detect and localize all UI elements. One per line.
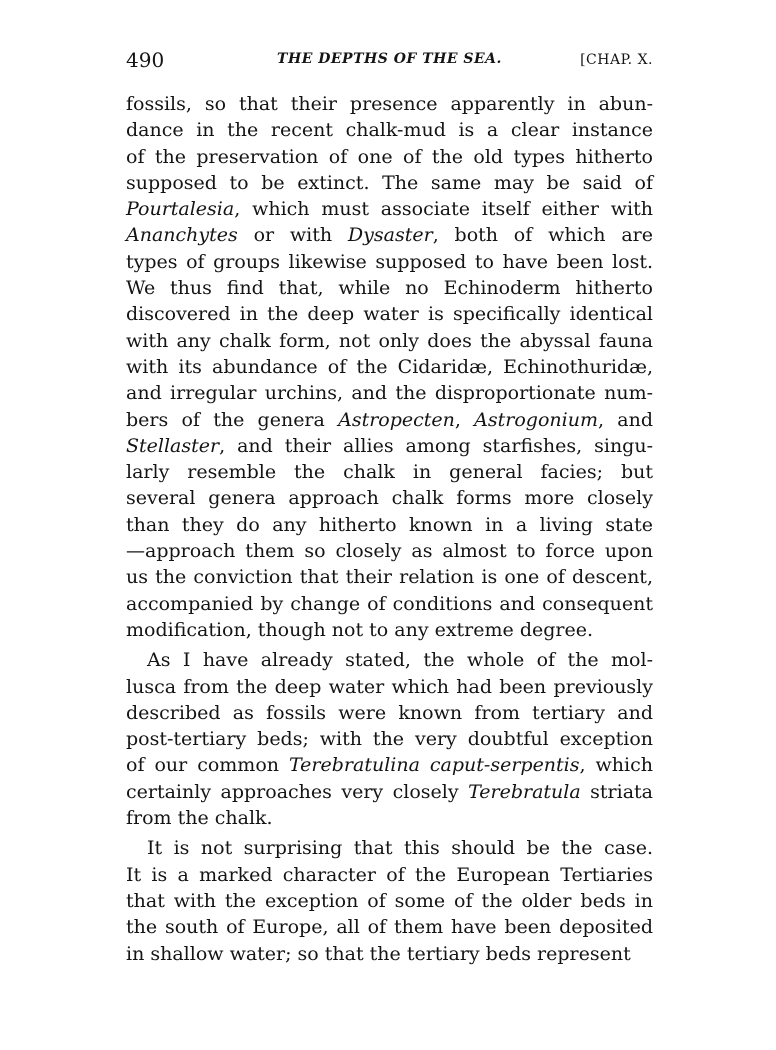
text-line: Stellaster, and their allies among starfishes, singu-: [126, 434, 653, 457]
taxon-name: Astrogonium: [474, 408, 598, 431]
text-line: than they do any hitherto known in a living state: [126, 513, 653, 536]
paragraph: [126, 91, 653, 643]
text-line: lusca from the deep water which had been previously: [126, 675, 653, 698]
taxon-name: Terebratula: [468, 780, 581, 803]
taxon-name: Terebratulina caput-serpentis: [288, 754, 580, 777]
text-line: certainly approaches very closely Terebratula striata: [126, 780, 654, 803]
text-line: described as fossils were known from tertiary and: [126, 701, 653, 724]
running-title: THE DEPTHS OF THE SEA.: [277, 51, 502, 67]
taxon-name: Stellaster: [126, 434, 220, 457]
text-line: We thus find that, while no Echinoderm hitherto: [126, 277, 653, 300]
text-line: As I have already stated, the whole of the mol-: [147, 649, 653, 672]
text-line: Pourtalesia, which must associate itself either with: [126, 198, 653, 221]
text-line: with its abundance of the Cidaridæ, Echinothuridæ,: [126, 355, 653, 378]
text-line: discovered in the deep water is specifically identical: [126, 303, 653, 326]
taxon-name: Pourtalesia: [126, 198, 235, 221]
text-line: larly resemble the chalk in general facies; but: [126, 461, 653, 484]
text-line: us the conviction that their relation is one of descent,: [126, 566, 653, 589]
text-line: that with the exception of some of the older beds in: [126, 889, 653, 912]
body-text: [126, 91, 653, 967]
text-line: modification, though not to any extreme degree.: [126, 618, 593, 641]
text-line: fossils, so that their presence apparently in abun-: [126, 93, 653, 115]
text-line: It is not surprising that this should be the case.: [147, 837, 653, 860]
page-number: 490: [126, 48, 165, 72]
chapter-reference: [CHAP. X.: [580, 52, 653, 68]
text-line: types of groups likewise supposed to have been lost.: [126, 250, 653, 273]
text-line: It is a marked character of the European Tertiaries: [126, 863, 653, 886]
text-line: and irregular urchins, and the disproportionate num-: [126, 382, 653, 405]
text-line: supposed to be extinct. The same may be said of: [126, 171, 653, 194]
text-line: dance in the recent chalk-mud is a clear instance: [126, 119, 653, 142]
taxon-name: Ananchytes: [126, 224, 238, 247]
text-line: Ananchytes or with Dysaster, both of which are: [126, 224, 653, 247]
text-line: of the preservation of one of the old types hitherto: [126, 145, 653, 168]
text-line: with any chalk form, not only does the abyssal fauna: [126, 329, 653, 352]
paragraph: [126, 835, 653, 966]
text-line: bers of the genera Astropecten, Astrogonium, and: [126, 408, 653, 431]
running-header: [126, 48, 653, 74]
paragraph: [126, 647, 653, 831]
taxon-name: Astropecten: [338, 408, 455, 431]
text-line: the south of Europe, all of them have been deposited: [126, 916, 653, 939]
text-line: several genera approach chalk forms more closely: [126, 487, 653, 510]
text-line: —approach them so closely as almost to force upon: [126, 540, 653, 563]
taxon-name: Dysaster: [347, 224, 433, 247]
text-line: from the chalk.: [126, 807, 273, 830]
text-line: post-tertiary beds; with the very doubtful exception: [126, 728, 653, 751]
text-line: in shallow water; so that the tertiary beds represent: [126, 942, 631, 965]
text-line: accompanied by change of conditions and consequent: [126, 592, 653, 615]
text-line: of our common Terebratulina caput-serpentis, which: [126, 754, 653, 777]
